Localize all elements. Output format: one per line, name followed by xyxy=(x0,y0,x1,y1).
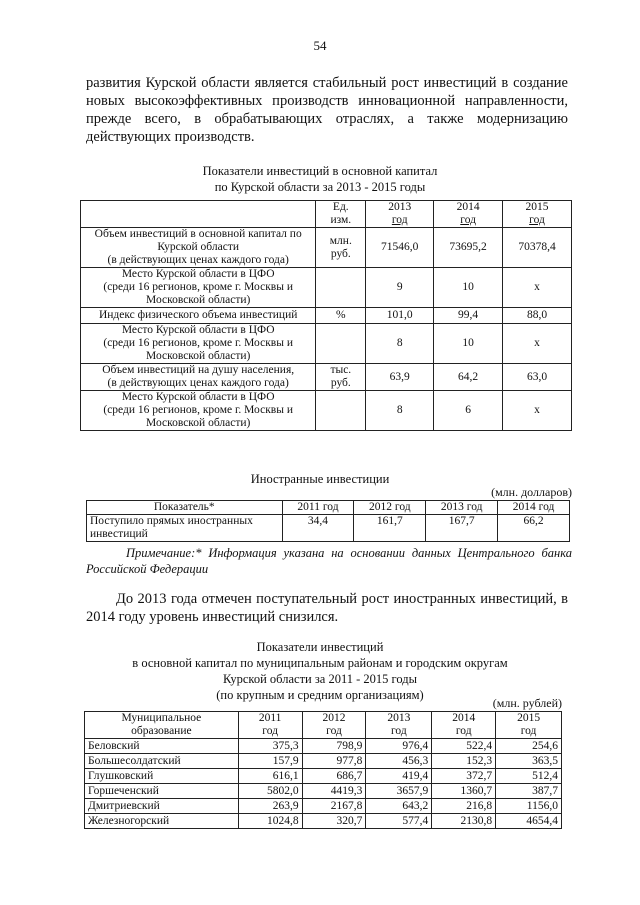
table2-header-row xyxy=(87,501,570,515)
header-year: 2014 xyxy=(456,201,480,213)
table2-note: Примечание:* Информация указана на основании данных Центрального банка Российской Федерации xyxy=(86,546,572,576)
row-name-line: Объем инвестиций на душу населения, xyxy=(102,364,295,376)
row-value: 152,3 xyxy=(432,754,496,769)
row-value: 1024,8 xyxy=(238,814,302,829)
row-value: 3657,9 xyxy=(366,784,432,799)
investment-indicators-table xyxy=(80,200,572,431)
row-value: 977,8 xyxy=(302,754,366,769)
row-name: Большесолдатский xyxy=(85,754,239,769)
row-value: 263,9 xyxy=(238,799,302,814)
row-value: 372,7 xyxy=(432,769,496,784)
table2-header-cell: 2013 год xyxy=(426,501,498,515)
row-name xyxy=(81,268,316,308)
row-name-line: (в действующих ценах каждого года) xyxy=(107,377,289,389)
table3-units: (млн. рублей) xyxy=(492,696,562,710)
table1-header-row xyxy=(81,201,572,228)
row-name-line: инвестиций xyxy=(90,528,148,540)
row-unit xyxy=(316,324,366,364)
row-name-line: Место Курской области в ЦФО xyxy=(121,324,275,336)
row-name xyxy=(81,228,316,268)
header-year-word: год xyxy=(326,725,342,737)
row-name-line: Индекс физического объема инвестиций xyxy=(98,309,298,321)
row-name-line: Московской области) xyxy=(146,294,251,306)
row-value: 5802,0 xyxy=(238,784,302,799)
table1-header-year xyxy=(366,201,434,228)
row-unit xyxy=(316,268,366,308)
table3-header-year xyxy=(238,712,302,739)
table-row xyxy=(85,799,562,814)
row-unit-line: % xyxy=(336,309,346,321)
table-row xyxy=(85,739,562,754)
row-value: 157,9 xyxy=(238,754,302,769)
table2-header-cell: 2011 год xyxy=(282,501,354,515)
intro-paragraph: развития Курской области является стабильный рост инвестиций в создание новых высокоэффективных производств инновационной направленности, прежде всего, в обрабатывающих отраслях, а также модернизацию действующих производств. xyxy=(86,75,568,145)
table1-header-year xyxy=(434,201,503,228)
row-value: 4654,4 xyxy=(496,814,562,829)
row-name-line: Поступило прямых иностранных xyxy=(90,515,253,527)
row-value: 10 xyxy=(434,324,503,364)
row-value: 63,0 xyxy=(503,364,572,391)
row-unit xyxy=(316,228,366,268)
table3-header-year xyxy=(496,712,562,739)
table1-caption xyxy=(0,163,640,195)
table3-header-name xyxy=(85,712,239,739)
row-value: 101,0 xyxy=(366,308,434,324)
row-value: 643,2 xyxy=(366,799,432,814)
table2-header-cell: Показатель* xyxy=(87,501,283,515)
row-name-line: Курской области xyxy=(157,241,239,253)
header-unit-line: Ед. xyxy=(332,201,349,213)
row-value: 99,4 xyxy=(434,308,503,324)
row-name-line: Место Курской области в ЦФО xyxy=(121,268,275,280)
row-name-line: Место Курской области в ЦФО xyxy=(121,391,275,403)
row-name-line: Объем инвестиций в основной капитал по xyxy=(94,228,302,240)
row-value: 686,7 xyxy=(302,769,366,784)
header-year-word: год xyxy=(262,725,278,737)
row-name xyxy=(87,515,283,542)
row-value: 8 xyxy=(366,324,434,364)
table-row xyxy=(81,364,572,391)
row-name xyxy=(81,324,316,364)
table3-caption-line: Курской области за 2011 - 2015 годы xyxy=(222,672,417,686)
table-row xyxy=(87,515,570,542)
row-name: Беловский xyxy=(85,739,239,754)
header-year: 2013 xyxy=(387,712,411,724)
row-name: Дмитриевский xyxy=(85,799,239,814)
row-value: 10 xyxy=(434,268,503,308)
row-name xyxy=(81,391,316,431)
header-year-word: год xyxy=(529,214,545,226)
table3-caption xyxy=(0,639,640,703)
row-value: 456,3 xyxy=(366,754,432,769)
row-value: 976,4 xyxy=(366,739,432,754)
header-year: 2013 xyxy=(388,201,412,213)
row-value: 161,7 xyxy=(354,515,426,542)
row-name: Горшеченский xyxy=(85,784,239,799)
row-value: 73695,2 xyxy=(434,228,503,268)
row-value: 512,4 xyxy=(496,769,562,784)
row-value: 375,3 xyxy=(238,739,302,754)
header-name-line: Муниципальное xyxy=(121,712,202,724)
row-value: 4419,3 xyxy=(302,784,366,799)
row-unit xyxy=(316,391,366,431)
row-value: 70378,4 xyxy=(503,228,572,268)
row-name-line: Московской области) xyxy=(146,417,251,429)
table1-caption-line: Показатели инвестиций в основной капитал xyxy=(202,164,438,178)
table-row xyxy=(81,268,572,308)
row-unit-line: тыс. xyxy=(330,364,352,376)
row-value: 167,7 xyxy=(426,515,498,542)
row-name-line: (среди 16 регионов, кроме г. Москвы и xyxy=(103,281,293,293)
row-value: 254,6 xyxy=(496,739,562,754)
table-row xyxy=(85,754,562,769)
header-year: 2012 xyxy=(322,712,346,724)
row-value: 522,4 xyxy=(432,739,496,754)
table-row xyxy=(81,308,572,324)
header-year: 2011 xyxy=(258,712,282,724)
row-value: х xyxy=(503,324,572,364)
row-unit-line: руб. xyxy=(330,247,351,260)
table-row xyxy=(85,784,562,799)
row-value: 2130,8 xyxy=(432,814,496,829)
page-number: 54 xyxy=(313,38,327,53)
row-unit-line: руб. xyxy=(330,377,351,389)
table3-header-year xyxy=(302,712,366,739)
row-value: 88,0 xyxy=(503,308,572,324)
header-name-line: образование xyxy=(131,725,192,737)
row-value: 1360,7 xyxy=(432,784,496,799)
table3-header-row xyxy=(85,712,562,739)
table3-caption-line: в основной капитал по муниципальным районам и городским округам xyxy=(132,656,508,670)
row-value: 6 xyxy=(434,391,503,431)
row-value: 2167,8 xyxy=(302,799,366,814)
row-value: 34,4 xyxy=(282,515,354,542)
row-name-line: Московской области) xyxy=(146,350,251,362)
row-value: 66,2 xyxy=(498,515,570,542)
municipal-investments-table xyxy=(84,711,562,829)
row-name xyxy=(81,364,316,391)
row-value: 1156,0 xyxy=(496,799,562,814)
table3-caption-line: Показатели инвестиций xyxy=(256,640,384,654)
table1-header-unit xyxy=(316,201,366,228)
table1-header-name xyxy=(81,201,316,228)
table3-header-year xyxy=(432,712,496,739)
table-row xyxy=(81,228,572,268)
table2-header-cell: 2014 год xyxy=(498,501,570,515)
row-value: 387,7 xyxy=(496,784,562,799)
row-unit xyxy=(316,308,366,324)
row-name-line: (среди 16 регионов, кроме г. Москвы и xyxy=(103,404,293,416)
row-value: 363,5 xyxy=(496,754,562,769)
foreign-investment-paragraph: До 2013 года отмечен поступательный рост иностранных инвестиций, в 2014 году уровень инвестиций снизился. xyxy=(86,591,568,625)
row-value: 419,4 xyxy=(366,769,432,784)
header-year: 2014 xyxy=(452,712,476,724)
row-value: 320,7 xyxy=(302,814,366,829)
header-year-word: год xyxy=(455,725,472,737)
table2-header-cell: 2012 год xyxy=(354,501,426,515)
table2-units: (млн. долларов) xyxy=(491,485,572,499)
row-value: 64,2 xyxy=(434,364,503,391)
table-row xyxy=(81,391,572,431)
table-row xyxy=(85,814,562,829)
foreign-investments-table xyxy=(86,500,570,542)
row-value: 9 xyxy=(366,268,434,308)
row-value: 71546,0 xyxy=(366,228,434,268)
header-year-word: год xyxy=(520,725,537,737)
row-name-line: (в действующих ценах каждого года) xyxy=(107,254,289,266)
row-value: 577,4 xyxy=(366,814,432,829)
row-name: Глушковский xyxy=(85,769,239,784)
header-year: 2015 xyxy=(517,712,541,724)
header-unit-line: изм. xyxy=(330,214,352,226)
table1-caption-line: по Курской области за 2013 - 2015 годы xyxy=(214,180,426,194)
row-value: 8 xyxy=(366,391,434,431)
row-name xyxy=(81,308,316,324)
header-year-word: год xyxy=(390,725,407,737)
row-name-line: (среди 16 регионов, кроме г. Москвы и xyxy=(103,337,293,349)
header-year-word: год xyxy=(460,214,476,226)
table3-header-year xyxy=(366,712,432,739)
table2-caption: Иностранные инвестиции xyxy=(250,472,390,486)
row-unit xyxy=(316,364,366,391)
table-row xyxy=(81,324,572,364)
row-value: 216,8 xyxy=(432,799,496,814)
row-value: 616,1 xyxy=(238,769,302,784)
table-row xyxy=(85,769,562,784)
row-name: Железногорский xyxy=(85,814,239,829)
row-value: 63,9 xyxy=(366,364,434,391)
table3-caption-line: (по крупным и средним организациям) xyxy=(216,688,424,702)
header-year-word: год xyxy=(391,214,408,226)
row-unit-line: млн. xyxy=(329,234,352,247)
header-year: 2015 xyxy=(525,201,549,213)
row-value: х xyxy=(503,391,572,431)
table1-header-year xyxy=(503,201,572,228)
row-value: 798,9 xyxy=(302,739,366,754)
row-value: х xyxy=(503,268,572,308)
